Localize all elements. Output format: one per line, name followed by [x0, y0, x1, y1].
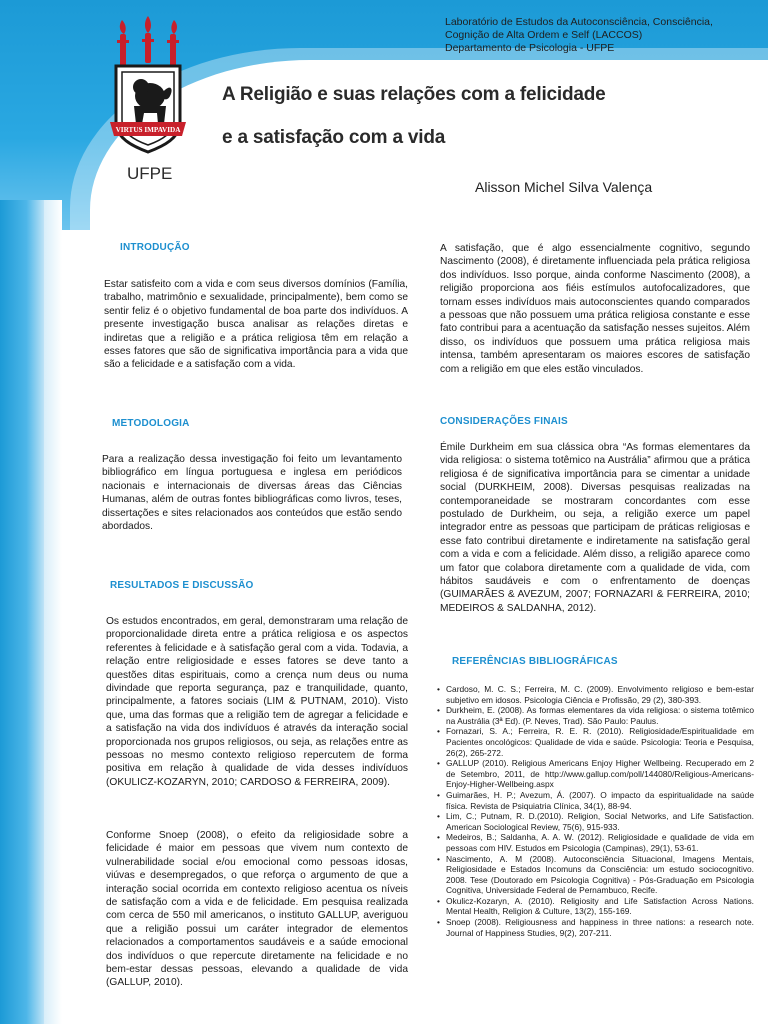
poster-title-line-1: A Religião e suas relações com a felicidade — [222, 84, 606, 105]
reference-item: • Okulicz-Kozaryn, A. (2010). Religiosity and Life Satisfaction Across Nations. Mental Health, Religion & Culture, 13(2), 155-169. — [436, 896, 754, 917]
reference-item: • Cardoso, M. C. S.; Ferreira, M. C. (2009). Envolvimento religioso e bem-estar subjetivo em idosos. Psicologia Ciência e Profissão, 29 (2), 380-393. — [436, 684, 754, 705]
lab-line-3: Departamento de Psicologia - UFPE — [445, 42, 615, 54]
reference-item: • Guimarães, H. P.; Avezum, Á. (2007). O impacto da espiritualidade na saúde física. Revista de Psiquiatria Clínica, 34(1), 88-94. — [436, 790, 754, 811]
text-consideracoes: Émile Durkheim em sua clássica obra “As formas elementares da vida religiosa: o sistema totêmico na Austrália” afirmou que a prática religiosa é de significativa importância para se cimentar a unidade social (DURKHEIM, 2008). Diversas pesquisas realizadas na contemporaneidade se mostraram concordantes com esse postulado de Durkheim, ou seja, a religião exerce um papel integrador entre as pessoas que participam de práticas religiosas e esse fato contribui diretamente e indiretamente na satisfação geral com a vida e com a felicidade. Além disso, a religião aparece como um fator que colabora diretamente com a qualidade de vida, com hábitos saudáveis e com o enfrentamento de doenças (GUIMARÃES & AVEZUM, 2007; FORNAZARI & FERREIRA, 2010; MEDEIROS & SALDANHA, 2012). — [440, 442, 750, 614]
poster-title-line-2: e a satisfação com a vida — [222, 127, 446, 148]
reference-item: • Snoep (2008). Religiousness and happiness in three nations: a research note. Journal of Happiness Studies, 9(2), 207-211. — [436, 917, 754, 938]
reference-item: • GALLUP (2010). Religious Americans Enjoy Higher Wellbeing. Recuperado em 2 de Setembro, 2011, de http://www.gallup.com/poll/144080/Religious-Americans-Enjoy-Higher-Wellbeing.aspx — [436, 758, 754, 790]
text-metodologia: Para a realização dessa investigação foi feito um levantamento bibliográfico em língua portuguesa e inglesa em periódicos nacionais e internacionais de diversas áreas das Ciências Humanas, além de outras fontes bibliográficas como livros, teses, dissertações e sites relacionados aos conteúdos que estão sendo abordados. — [102, 454, 402, 533]
heading-introducao: INTRODUÇÃO — [120, 242, 190, 253]
author-name: Alisson Michel Silva Valença — [475, 179, 653, 195]
heading-metodologia: METODOLOGIA — [112, 418, 190, 429]
heading-referencias: REFERÊNCIAS BIBLIOGRÁFICAS — [452, 656, 618, 667]
lab-line-2: Cognição de Alta Ordem e Self (LACCOS) — [445, 29, 643, 41]
ufpe-label: UFPE — [127, 164, 173, 183]
left-decorative-fade — [44, 200, 62, 1024]
ufpe-crest-icon — [108, 14, 188, 164]
left-decorative-bar — [0, 200, 44, 1024]
lab-line-1: Laboratório de Estudos da Autoconsciência, Consciência, — [445, 16, 713, 28]
reference-item: • Medeiros, B.; Saldanha, A. A. W. (2012). Religiosidade e qualidade de vida em pessoas com HIV. Estudos em Psicologia (Campinas), 29(1), 53-61. — [436, 832, 754, 853]
references-list — [436, 684, 754, 938]
text-satisfacao: A satisfação, que é algo essencialmente cognitivo, segundo Nascimento (2008), é diretamente influenciada pela prática religiosa dos indivíduos. Isso porque, ainda conforme Nascimento (2008), a religião proporciona aos fiéis estímulos autofocalizadores, que tornam esses indivíduos mais autoconscientes quando comparados a pessoas que não possuem uma prática religiosa constante e esse fato contribui para a acentuação da satisfação nesses sujeitos. Além disso, os indivíduos que possuem uma prática religiosa mais intensa, também apresentaram os maiores escores de satisfação com a religião em que eles estão vinculados. — [440, 243, 750, 375]
reference-item: • Lim, C.; Putnam, R. D.(2010). Religion, Social Networks, and Life Satisfaction. American Sociological Review, 75(6), 915-933. — [436, 811, 754, 832]
reference-item: • Nascimento, A. M (2008). Autoconsciência Situacional, Imagens Mentais, Religiosidade e Estados Incomuns da Consciência: um estudo sociocognitivo. 2008. Tese (Doutorado em Psicologia Cognitiva) - Pós-Graduação em Psicologia Cognitiva, Universidade Federal de Pernambuco, Recife. — [436, 854, 754, 896]
text-resultados-2: Conforme Snoep (2008), o efeito da religiosidade sobre a felicidade é maior em pessoas que vivem num contexto de vulnerabilidade social e/ou emocional como pessoas idosas, viúvas e desempregados, o que reforça o argumento de que a interação social ocorrida em contexto religioso acentua os níveis de satisfação com a vida e de felicidade. Em pesquisa realizada com cerca de 550 mil americanos, o instituto GALLUP, averiguou que a religião possui um caráter integrador de elementos relacionados a comportamentos saudáveis e a saúde emocional dos indivíduos o que repercute diretamente na felicidade e no bem-estar dessas pessoas, elevando a qualidade de vida (GALLUP, 2010). — [106, 830, 408, 989]
text-introducao: Estar satisfeito com a vida e com seus diversos domínios (Família, trabalho, matrimônio e sexualidade, principalmente), bem como se sentir feliz é o objetivo fundamental de boa parte dos indivíduos. A presente investigação busca analisar as relações diretas e indiretas que a religião e a prática religiosa têm em relação a esses fatores que são de significativa importância para a vida que são a felicidade e a satisfação com a vida. — [104, 279, 408, 371]
reference-item: • Fornazari, S. A.; Ferreira, R. E. R. (2010). Religiosidade/Espiritualidade em Pacientes oncológicos: Qualidade de vida e saúde. Psicologia: Teoria e Pesquisa, 26(2), 265-272. — [436, 726, 754, 758]
lab-info — [445, 16, 765, 55]
crest-motto: VIRTUS IMPAVIDA — [115, 126, 181, 134]
heading-resultados: RESULTADOS E DISCUSSÃO — [110, 580, 254, 591]
reference-item: • Durkheim, E. (2008). As formas elementares da vida religiosa: o sistema totêmico na Austrália (3ª Ed). (P. Neves, Trad). São Paulo: Paulus. — [436, 705, 754, 726]
text-resultados-1: Os estudos encontrados, em geral, demonstraram uma relação de proporcionalidade direta entre a prática religiosa e os aspectos referentes à felicidade e à satisfação geral com a vida. Todavia, a relação entre religiosidade e esses fatores se deve tanto a questões ditas espirituais, como a crença num deus ou numa divindade que reporta segurança, paz e tranquilidade, quanto, principalmente, a fatores sociais (LIM & PUTNAM, 2010). Visto que, uma das formas que a religião tem de agregar a felicidade e a satisfação na vida dos indivíduos é através da interação social proporcionada nos grupos religiosos, ou seja, as relações entre as pessoas no mesmo contexto religioso repercutem de forma positiva em relação à qualidade de vida desses indivíduos (OKULICZ-KOZARYN, 2010; CARDOSO & FERREIRA, 2009). — [106, 616, 408, 788]
heading-consideracoes: CONSIDERAÇÕES FINAIS — [440, 416, 568, 427]
